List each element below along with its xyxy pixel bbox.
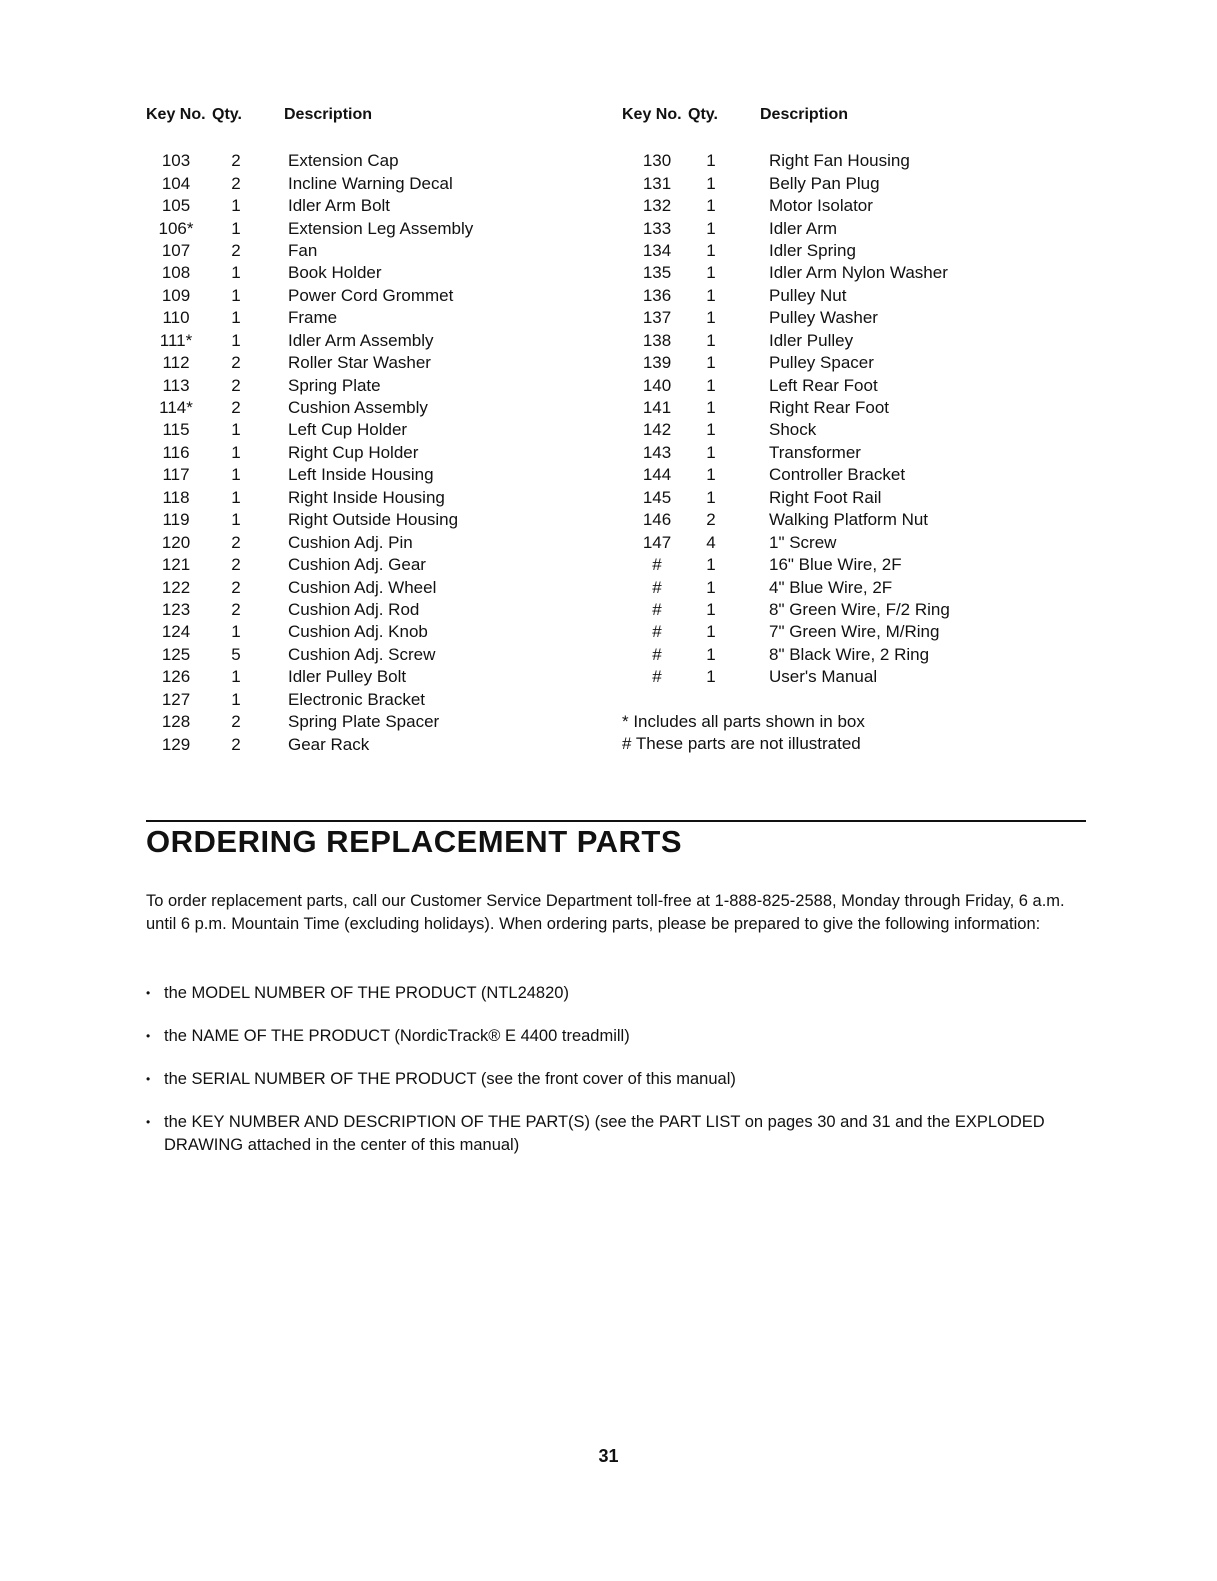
table-row	[622, 285, 1082, 307]
description-cell: Extension Leg Assembly	[288, 218, 474, 238]
table-row	[622, 307, 1082, 329]
parts-list-right	[622, 104, 1082, 755]
key-no-cell: #	[652, 555, 662, 575]
qty-header: Qty.	[212, 106, 242, 123]
key-no-cell: 126	[161, 667, 191, 687]
key-no-cell: 109	[161, 285, 191, 305]
section-title: ORDERING REPLACEMENT PARTS	[146, 824, 683, 859]
table-row	[622, 531, 1082, 553]
key-no-cell: 122	[161, 577, 191, 597]
qty-cell: 1	[231, 420, 241, 440]
table-row	[146, 599, 606, 621]
description-cell: Spring Plate Spacer	[288, 712, 440, 732]
key-no-cell: 134	[642, 240, 672, 260]
key-no-cell: 144	[642, 465, 672, 485]
qty-cell: 1	[231, 308, 241, 328]
table-row	[622, 554, 1082, 576]
list-item: • the SERIAL NUMBER OF THE PRODUCT (see the front cover of this manual)	[146, 1068, 1086, 1091]
qty-cell: 1	[706, 577, 716, 597]
list-item: • the KEY NUMBER AND DESCRIPTION OF THE PART(S) (see the PART LIST on pages 30 and 31 and the EXPLODED DRAWING attached in the center of this manual)	[146, 1111, 1086, 1157]
description-cell: Cushion Adj. Gear	[288, 555, 426, 575]
key-no-cell: 147	[642, 532, 672, 552]
table-row	[146, 172, 606, 194]
table-row	[146, 285, 606, 307]
table-row	[622, 150, 1082, 172]
key-no-cell: 105	[161, 196, 191, 216]
table-row	[146, 419, 606, 441]
key-no-cell: 129	[161, 734, 191, 754]
qty-cell: 2	[231, 712, 241, 732]
table-row	[146, 487, 606, 509]
table-row	[146, 733, 606, 755]
table-row	[146, 621, 606, 643]
table-row	[146, 464, 606, 486]
key-no-cell: 133	[642, 218, 672, 238]
description-cell: Power Cord Grommet	[288, 285, 454, 305]
qty-cell: 1	[706, 196, 716, 216]
table-row	[622, 240, 1082, 262]
key-no-cell: 121	[161, 555, 191, 575]
description-cell: Spring Plate	[288, 375, 381, 395]
table-row	[622, 217, 1082, 239]
qty-cell: 1	[706, 487, 716, 507]
description-cell: Controller Bracket	[769, 465, 906, 485]
qty-cell: 1	[231, 218, 241, 238]
key-no-cell: 123	[161, 599, 191, 619]
key-no-cell: 106*	[158, 218, 194, 238]
qty-cell: 2	[231, 577, 241, 597]
key-no-cell: #	[652, 622, 662, 642]
description-cell: Right Inside Housing	[288, 487, 445, 507]
table-row	[622, 576, 1082, 598]
qty-cell: 1	[706, 555, 716, 575]
table-row	[622, 487, 1082, 509]
qty-cell: 1	[231, 622, 241, 642]
table-row	[622, 666, 1082, 688]
qty-cell: 2	[231, 734, 241, 754]
table-row	[146, 442, 606, 464]
qty-cell: 1	[231, 510, 241, 530]
table-row	[622, 599, 1082, 621]
key-no-cell: 132	[642, 196, 672, 216]
description-cell: Left Cup Holder	[288, 420, 408, 440]
key-no-cell: 137	[642, 308, 672, 328]
table-row	[622, 464, 1082, 486]
qty-cell: 1	[706, 218, 716, 238]
qty-cell: 1	[706, 667, 716, 687]
table-row	[146, 554, 606, 576]
description-cell: Incline Warning Decal	[288, 173, 453, 193]
table-row	[622, 442, 1082, 464]
qty-cell: 1	[706, 308, 716, 328]
description-cell: 7" Green Wire, M/Ring	[769, 622, 940, 642]
qty-cell: 1	[231, 330, 241, 350]
list-item: • the NAME OF THE PRODUCT (NordicTrack® E 4400 treadmill)	[146, 1025, 1086, 1048]
description-cell: 8" Green Wire, F/2 Ring	[769, 599, 950, 619]
qty-cell: 1	[706, 375, 716, 395]
description-header: Description	[760, 106, 849, 123]
description-cell: Electronic Bracket	[288, 689, 425, 709]
qty-cell: 1	[231, 465, 241, 485]
key-no-header: Key No.	[146, 106, 206, 123]
description-cell: 16" Blue Wire, 2F	[769, 555, 902, 575]
key-no-cell: 108	[161, 263, 191, 283]
table-row	[622, 621, 1082, 643]
parts-list-header	[146, 104, 606, 126]
qty-cell: 2	[231, 240, 241, 260]
qty-cell: 2	[231, 555, 241, 575]
table-row	[622, 509, 1082, 531]
table-row	[146, 307, 606, 329]
key-no-cell: 138	[642, 330, 672, 350]
description-cell: Idler Arm	[769, 218, 838, 238]
qty-cell: 1	[231, 667, 241, 687]
qty-cell: 2	[231, 173, 241, 193]
key-no-cell: 118	[162, 487, 190, 507]
key-no-cell: 117	[162, 465, 190, 485]
key-no-cell: #	[652, 599, 662, 619]
key-no-header: Key No.	[622, 106, 682, 123]
description-cell: Fan	[288, 240, 318, 260]
table-row	[622, 397, 1082, 419]
key-no-cell: 142	[642, 420, 672, 440]
qty-cell: 1	[706, 151, 716, 171]
key-no-cell: 135	[642, 263, 672, 283]
key-no-cell: 124	[161, 622, 191, 642]
table-row	[622, 374, 1082, 396]
description-cell: Cushion Adj. Knob	[288, 622, 428, 642]
description-cell: Frame	[288, 308, 338, 328]
table-row	[146, 666, 606, 688]
key-no-cell: 140	[642, 375, 672, 395]
table-row	[146, 576, 606, 598]
table-row	[146, 374, 606, 396]
table-row	[622, 195, 1082, 217]
qty-cell: 2	[231, 151, 241, 171]
qty-cell: 1	[706, 599, 716, 619]
section-divider	[146, 820, 1086, 822]
qty-cell: 1	[706, 398, 716, 418]
qty-cell: 1	[706, 622, 716, 642]
qty-cell: 1	[706, 353, 716, 373]
table-row	[622, 644, 1082, 666]
key-no-cell: 127	[161, 689, 191, 709]
key-no-cell: 130	[642, 151, 672, 171]
description-cell: Cushion Assembly	[288, 398, 428, 418]
parts-notes	[622, 711, 1082, 756]
table-row	[622, 172, 1082, 194]
qty-cell: 1	[231, 689, 241, 709]
key-no-cell: 112	[162, 353, 190, 373]
description-cell: Cushion Adj. Rod	[288, 599, 420, 619]
description-cell: Cushion Adj. Pin	[288, 532, 413, 552]
description-cell: Book Holder	[288, 263, 382, 283]
table-row	[146, 150, 606, 172]
description-cell: Cushion Adj. Screw	[288, 644, 436, 664]
description-cell: 1" Screw	[769, 532, 837, 552]
key-no-cell: 145	[642, 487, 672, 507]
table-row	[146, 531, 606, 553]
description-cell: Right Foot Rail	[769, 487, 882, 507]
parts-rows-right	[622, 150, 1082, 689]
description-cell: Right Fan Housing	[769, 151, 910, 171]
qty-cell: 4	[706, 532, 716, 552]
key-no-cell: 119	[162, 510, 190, 530]
qty-cell: 1	[706, 285, 716, 305]
description-cell: Left Inside Housing	[288, 465, 434, 485]
table-row	[146, 397, 606, 419]
qty-cell: 1	[231, 263, 241, 283]
qty-cell: 1	[231, 285, 241, 305]
description-cell: Idler Arm Nylon Washer	[769, 263, 948, 283]
table-row	[146, 217, 606, 239]
table-row	[622, 330, 1082, 352]
description-cell: Walking Platform Nut	[769, 510, 929, 530]
qty-cell: 1	[706, 644, 716, 664]
qty-cell: 1	[706, 173, 716, 193]
qty-cell: 2	[231, 375, 241, 395]
description-cell: Gear Rack	[288, 734, 370, 754]
description-cell: Cushion Adj. Wheel	[288, 577, 437, 597]
qty-cell: 1	[231, 442, 241, 462]
qty-cell: 1	[706, 420, 716, 440]
description-cell: 8" Black Wire, 2 Ring	[769, 644, 930, 664]
description-cell: Idler Arm Assembly	[288, 330, 434, 350]
key-no-cell: 111*	[159, 330, 193, 350]
asterisk-note: * Includes all parts shown in box	[622, 711, 865, 731]
description-cell: Roller Star Washer	[288, 353, 431, 373]
key-no-cell: #	[652, 667, 662, 687]
key-no-cell: 131	[642, 173, 672, 193]
description-cell: User's Manual	[769, 667, 878, 687]
table-row	[146, 711, 606, 733]
description-cell: Belly Pan Plug	[769, 173, 880, 193]
table-row	[622, 419, 1082, 441]
description-cell: Right Cup Holder	[288, 442, 419, 462]
description-cell: Pulley Washer	[769, 308, 878, 328]
qty-cell: 1	[706, 330, 716, 350]
qty-header: Qty.	[688, 106, 718, 123]
key-no-cell: 116	[162, 442, 190, 462]
parts-rows-left	[146, 150, 606, 756]
key-no-cell: 103	[161, 151, 191, 171]
qty-cell: 2	[231, 398, 241, 418]
table-row	[146, 240, 606, 262]
table-row	[146, 509, 606, 531]
description-cell: Motor Isolator	[769, 196, 873, 216]
key-no-cell: 141	[642, 398, 672, 418]
key-no-cell: 113	[162, 375, 190, 395]
table-row	[622, 352, 1082, 374]
key-no-cell: 114*	[159, 398, 193, 418]
table-row	[146, 352, 606, 374]
key-no-cell: 143	[642, 442, 672, 462]
table-row	[146, 689, 606, 711]
key-no-cell: #	[652, 577, 662, 597]
qty-cell: 1	[706, 263, 716, 283]
qty-cell: 2	[231, 532, 241, 552]
hash-note: # These parts are not illustrated	[622, 734, 861, 754]
table-row	[146, 262, 606, 284]
qty-cell: 1	[231, 487, 241, 507]
section-intro: To order replacement parts, call our Customer Service Department toll-free at 1-888-825-2588, Monday through Friday, 6 a.m. until 6 p.m. Mountain Time (excluding holidays). When ordering parts, please be prepared to give the following information:	[146, 892, 1065, 933]
table-row	[146, 195, 606, 217]
qty-cell: 2	[706, 510, 716, 530]
description-cell: Idler Arm Bolt	[288, 196, 391, 216]
qty-cell: 2	[231, 599, 241, 619]
table-row	[146, 330, 606, 352]
parts-list-header	[622, 104, 1082, 126]
qty-cell: 1	[706, 442, 716, 462]
table-row	[146, 644, 606, 666]
key-no-cell: 139	[642, 353, 672, 373]
table-row	[622, 262, 1082, 284]
description-cell: 4" Blue Wire, 2F	[769, 577, 893, 597]
description-cell: Shock	[769, 420, 817, 440]
description-cell: Extension Cap	[288, 151, 399, 171]
key-no-cell: 136	[642, 285, 672, 305]
key-no-cell: 110	[162, 308, 190, 328]
key-no-cell: 107	[161, 240, 191, 260]
description-cell: Idler Spring	[769, 240, 856, 260]
list-item: • the MODEL NUMBER OF THE PRODUCT (NTL24820)	[146, 982, 1086, 1005]
key-no-cell: 125	[161, 644, 191, 664]
key-no-cell: 115	[162, 420, 190, 440]
key-no-cell: 128	[161, 712, 191, 732]
key-no-cell: 104	[161, 173, 191, 193]
description-cell: Pulley Spacer	[769, 353, 874, 373]
ordering-info-list	[146, 982, 1086, 1177]
qty-cell: 1	[231, 196, 241, 216]
description-cell: Right Outside Housing	[288, 510, 459, 530]
description-cell: Idler Pulley Bolt	[288, 667, 407, 687]
key-no-cell: 146	[642, 510, 672, 530]
qty-cell: 5	[231, 644, 241, 664]
description-cell: Right Rear Foot	[769, 398, 889, 418]
description-header: Description	[284, 106, 373, 123]
parts-list-left	[146, 104, 606, 756]
description-cell: Left Rear Foot	[769, 375, 878, 395]
qty-cell: 2	[231, 353, 241, 373]
description-cell: Idler Pulley	[769, 330, 854, 350]
qty-cell: 1	[706, 240, 716, 260]
page-number: 31	[598, 1446, 619, 1466]
key-no-cell: #	[652, 644, 662, 664]
qty-cell: 1	[706, 465, 716, 485]
description-cell: Transformer	[769, 442, 861, 462]
key-no-cell: 120	[161, 532, 191, 552]
description-cell: Pulley Nut	[769, 285, 847, 305]
